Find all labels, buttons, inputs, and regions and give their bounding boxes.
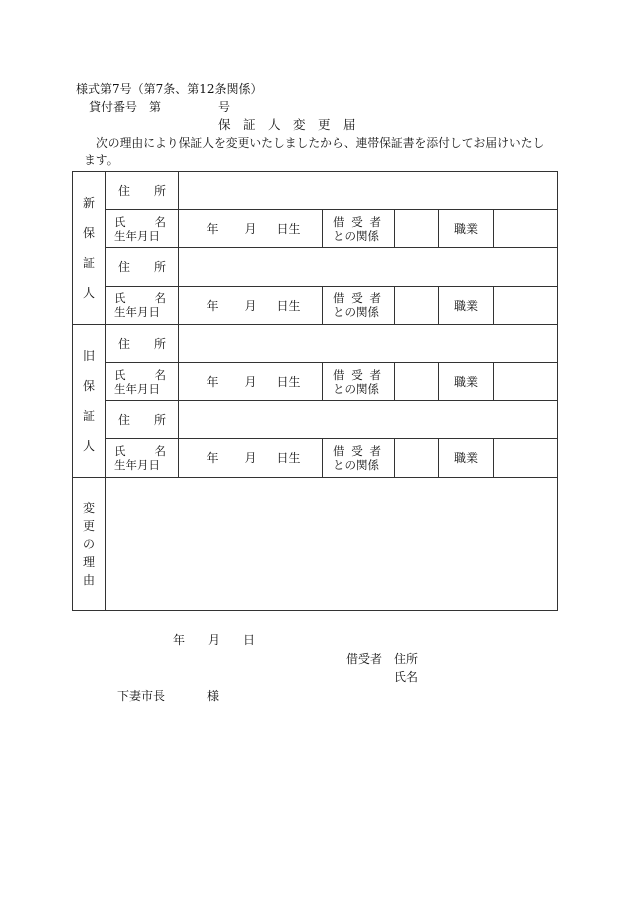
name-birthdate-label: 氏 名 生年月日 [106,210,179,248]
vertical-char: 新 [82,195,95,210]
occupation-input[interactable] [494,362,558,400]
address-input[interactable] [179,401,558,439]
relation-input[interactable] [395,439,439,477]
borrower-address-label: 住所 [394,652,419,666]
relation-input[interactable] [395,362,439,400]
vertical-char: 保 [82,225,95,240]
address-label-cell: 住 所 [106,172,179,210]
occupation-input[interactable] [494,210,558,248]
date-year-label: 年 [173,633,186,647]
borrower-label: 借受者 [346,652,383,666]
vertical-char: 人 [82,438,95,453]
vertical-char: 人 [82,285,95,300]
date-month-label: 月 [208,633,221,647]
relation-label: 借 受 者 との関係 [323,362,395,400]
form-number: 様式第7号（第7条、第12条関係） [76,82,263,96]
address-input[interactable] [179,324,558,362]
vertical-char: 変 [82,500,95,515]
birthdate-input[interactable]: 年 月 日生 [179,286,323,324]
address-label-cell: 住 所 [106,324,179,362]
address-input[interactable] [179,248,558,286]
addressee: 下妻市長 [117,689,166,703]
guarantor-change-table [72,171,558,611]
address-input[interactable] [179,172,558,210]
birthdate-input[interactable]: 年 月 日生 [179,439,323,477]
reason-input[interactable] [106,477,558,610]
new-guarantor-address-row-2 [73,248,558,286]
address-label-cell: 住 所 [106,248,179,286]
birthdate-input[interactable]: 年 月 日生 [179,362,323,400]
reason-row [73,477,558,610]
intro-line-2: ます。 [84,153,119,167]
relation-label: 借 受 者 との関係 [323,210,395,248]
occupation-label: 職業 [439,362,494,400]
loan-number-prefix: 第 [149,100,162,114]
old-guarantor-name-row [73,362,558,400]
relation-label: 借 受 者 との関係 [323,286,395,324]
intro-line-1: 次の理由により保証人を変更いたしましたから、連帯保証書を添付してお届けいたし [96,136,545,150]
vertical-char: の [82,536,95,551]
vertical-char: 証 [82,408,95,423]
vertical-char: 旧 [82,348,95,363]
page-title: 保 証 人 変 更 届 [218,117,356,132]
vertical-char: 更 [82,518,95,533]
old-guarantor-address-row-2 [73,401,558,439]
relation-label: 借 受 者 との関係 [323,439,395,477]
old-guarantor-address-row [73,324,558,362]
vertical-char: 理 [82,554,95,569]
date-day-label: 日 [243,633,256,647]
new-guarantor-address-row [73,172,558,210]
new-guarantor-name-row-2 [73,286,558,324]
vertical-char: 証 [82,255,95,270]
reason-label [73,477,106,610]
vertical-char: 由 [82,572,95,587]
new-guarantor-name-row [73,210,558,248]
loan-number-suffix: 号 [218,100,231,114]
honorific: 様 [207,689,220,703]
name-birthdate-label: 氏 名 生年月日 [106,439,179,477]
name-birthdate-label: 氏 名 生年月日 [106,362,179,400]
old-guarantor-name-row-2 [73,439,558,477]
new-guarantor-label [73,172,106,325]
occupation-label: 職業 [439,439,494,477]
borrower-name-label: 氏名 [394,670,419,684]
occupation-label: 職業 [439,210,494,248]
occupation-label: 職業 [439,286,494,324]
name-birthdate-label: 氏 名 生年月日 [106,286,179,324]
relation-input[interactable] [395,286,439,324]
relation-input[interactable] [395,210,439,248]
old-guarantor-label [73,324,106,477]
birthdate-input[interactable]: 年 月 日生 [179,210,323,248]
address-label-cell: 住 所 [106,401,179,439]
occupation-input[interactable] [494,286,558,324]
occupation-input[interactable] [494,439,558,477]
loan-number-label: 貸付番号 [89,100,138,114]
vertical-char: 保 [82,378,95,393]
